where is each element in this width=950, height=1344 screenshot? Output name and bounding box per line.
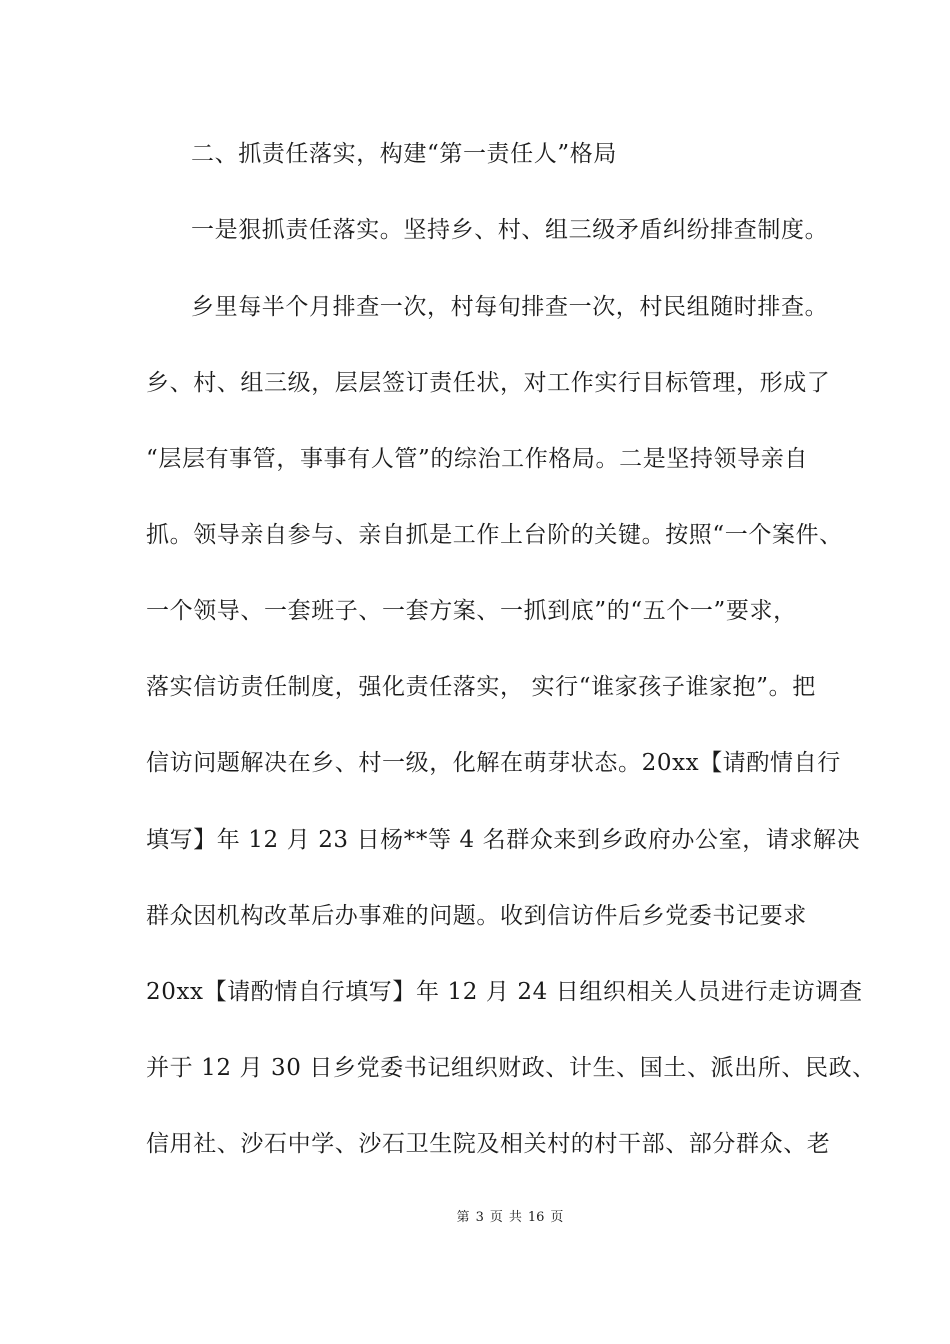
paragraph-line: 信访问题解决在乡、村一级，化解在萌芽状态。20xx【请酌情自行 [146,750,841,776]
paragraph-line: 20xx【请酌情自行填写】年 12 月 24 日组织相关人员进行走访调查 [146,979,863,1005]
current-page: 3 [475,1210,484,1225]
paragraph-line: 信用社、沙石中学、沙石卫生院及相关村的村干部、部分群众、老 [146,1131,831,1157]
paragraph-line: 落实信访责任制度，强化责任落实， 实行“谁家孩子谁家抱”。把 [146,674,816,700]
paragraph-line: 一是狠抓责任落实。坚持乡、村、组三级矛盾纠纷排查制度。 [191,217,829,243]
paragraph-line: “层层有事管，事事有人管”的综治工作格局。二是坚持领导亲自 [146,446,808,472]
paragraph-line: 一个领导、一套班子、一套方案、一抓到底”的“五个一”要求， [146,598,797,624]
paragraph-line: 乡、村、组三级，层层签订责任状，对工作实行目标管理，形成了 [146,370,831,396]
page-number: 第 3 页 共 16 页 [456,1210,564,1225]
total-pages: 16 [527,1210,545,1225]
paragraph-line: 群众因机构改革后办事难的问题。收到信访件后乡党委书记要求 [146,903,807,929]
paragraph-line: 抓。领导亲自参与、亲自抓是工作上台阶的关键。按照“一个案件、 [146,522,843,548]
paragraph-line: 填写】年 12 月 23 日杨**等 4 名群众来到乡政府办公室，请求解决 [146,827,861,853]
paragraph-line: 乡里每半个月排查一次，村每旬排查一次，村民组随时排查。 [191,294,829,320]
section-heading: 二、抓责任落实，构建“第一责任人”格局 [191,141,617,167]
paragraph-line: 并于 12 月 30 日乡党委书记组织财政、计生、国土、派出所、民政、 [146,1055,876,1081]
page-footer [0,1209,950,1227]
